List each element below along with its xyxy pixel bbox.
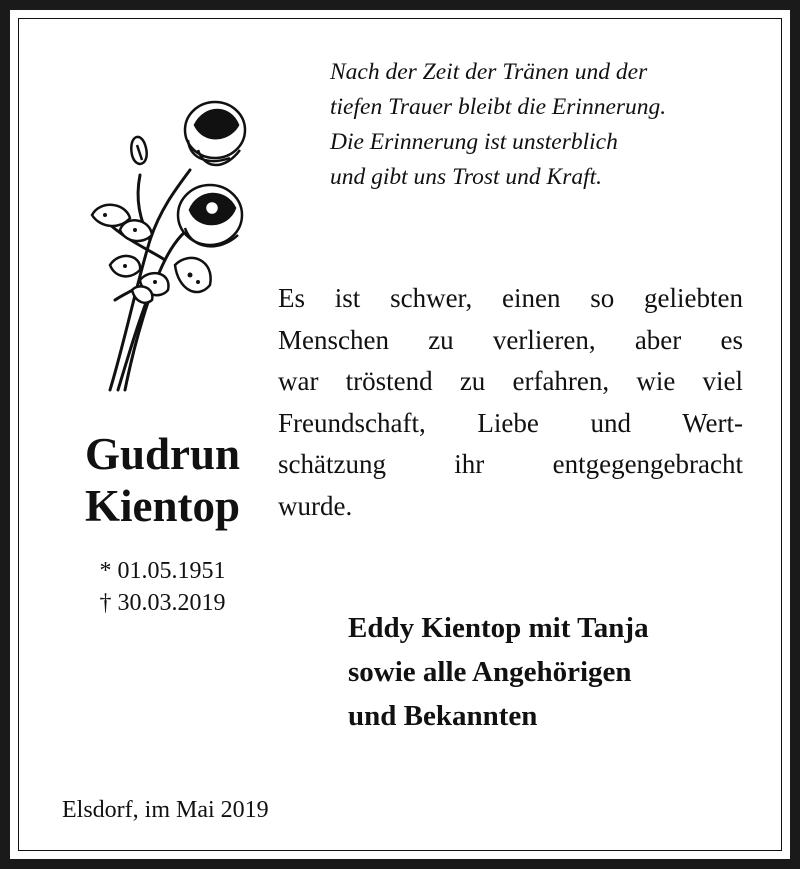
condolence-message [278, 278, 743, 527]
quote-line: und gibt uns Trost und Kraft. [330, 164, 603, 190]
deceased-last-name: Kientop [84, 481, 241, 531]
quote-line: tiefen Trauer bleibt die Erinnerung. [330, 94, 667, 120]
mourners-line: sowie alle Angehörigen [348, 656, 632, 688]
memorial-quote [330, 55, 770, 195]
mourners-line: Eddy Kientop mit Tanja [348, 612, 649, 644]
deceased-name [50, 428, 275, 532]
obituary-card [10, 10, 790, 859]
message-line: Freundschaft, Liebe und Wert- [278, 407, 743, 438]
message-line: Es ist schwer, einen so geliebten [278, 283, 743, 313]
quote-line: Die Erinnerung ist unsterblich [330, 129, 618, 155]
mourners [348, 606, 768, 738]
roses-icon [80, 90, 250, 395]
death-date: † 30.03.2019 [99, 590, 226, 616]
quote-line: Nach der Zeit der Tränen und der [330, 59, 648, 85]
message-line: war tröstend zu erfahren, wie viel [278, 366, 743, 396]
birth-date: * 01.05.1951 [99, 558, 226, 584]
place-and-date: Elsdorf, im Mai 2019 [62, 797, 269, 823]
mourners-line: und Bekannten [348, 700, 538, 732]
message-line: wurde. [278, 490, 353, 521]
life-dates [50, 555, 275, 619]
message-line: Menschen zu verlieren, aber es [278, 324, 743, 355]
message-line: schätzung ihr entgegengebracht [278, 449, 743, 479]
deceased-first-name: Gudrun [84, 429, 241, 479]
